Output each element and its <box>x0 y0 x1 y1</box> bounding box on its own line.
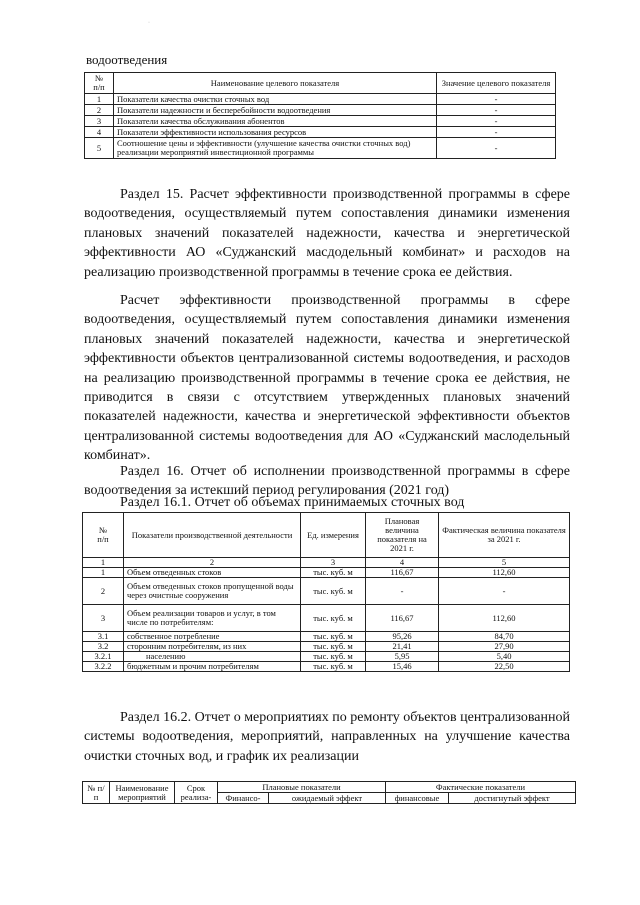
target-indicators-table <box>84 72 556 159</box>
cell-fact: 22,50 <box>439 662 570 672</box>
header-unit: Ед. измерения <box>301 513 366 558</box>
cell-num: 3 <box>85 116 114 127</box>
header-num: № п/п <box>85 73 114 94</box>
table-header-row <box>83 782 576 793</box>
cell-plan: - <box>366 578 439 605</box>
cell-fact: 27,90 <box>439 642 570 652</box>
cell-plan: 116,67 <box>366 568 439 578</box>
cell-name: Показатели качества обслуживания абонентов <box>114 116 437 127</box>
section-15-title-text: Раздел 15. Расчет эффективности производственной программы в сфере водоотведения, осуществляемый путем сопоставления динамики изменения плановых значений показателей надежности, качества и энергетической эффективности АО «Суджанский масдодельный комбинат» и расходов на реализацию производственной программы в течение срока ее действия. <box>84 187 570 280</box>
header-planned-fin: Финансо- <box>218 793 269 804</box>
header-plan: Плановая величина показателя на 2021 г. <box>366 513 439 558</box>
index-cell: 2 <box>124 558 301 568</box>
cell-num: 3.2 <box>83 642 124 652</box>
previous-heading-fragment: водоотведения <box>86 52 168 67</box>
cell-fact: 5,40 <box>439 652 570 662</box>
table-row <box>83 568 570 578</box>
cell-num: 4 <box>85 127 114 138</box>
header-actual-effect: достигнутый эффект <box>449 793 576 804</box>
cell-fact: 112,60 <box>439 605 570 632</box>
cell-num: 2 <box>83 578 124 605</box>
cell-unit: тыс. куб. м <box>301 605 366 632</box>
table-index-row <box>83 558 570 568</box>
header-num: № п/п <box>83 782 110 804</box>
section-16-2-title <box>84 708 570 766</box>
cell-num: 3.2.2 <box>83 662 124 672</box>
table-header-row <box>85 73 556 94</box>
cell-name: собственное потребление <box>124 632 301 642</box>
table-row <box>85 127 556 138</box>
cell-fact: 112,60 <box>439 568 570 578</box>
wastewater-volume-table <box>82 512 570 672</box>
cell-name: бюджетным и прочим потребителям <box>124 662 301 672</box>
header-planned-effect: ожидаемый эффект <box>269 793 386 804</box>
header-name: Наименование целевого показателя <box>114 73 437 94</box>
header-num: № п/п <box>83 513 124 558</box>
cell-fact: - <box>439 578 570 605</box>
header-actual: Фактические показатели <box>386 782 576 793</box>
cell-num: 3.2.1 <box>83 652 124 662</box>
header-name: Показатели производственной деятельности <box>124 513 301 558</box>
section-15-title <box>84 185 570 282</box>
index-cell: 5 <box>439 558 570 568</box>
cell-num: 5 <box>85 138 114 159</box>
cell-name: Объем отведенных стоков пропущенной воды через очистные сооружения <box>124 578 301 605</box>
cell-plan: 95,26 <box>366 632 439 642</box>
cell-unit: тыс. куб. м <box>301 652 366 662</box>
table-row <box>83 605 570 632</box>
cell-value: - <box>437 138 556 159</box>
cell-name: населению <box>124 652 301 662</box>
cell-plan: 15,46 <box>366 662 439 672</box>
cell-num: 1 <box>85 94 114 105</box>
cell-value: - <box>437 94 556 105</box>
cell-name: Показатели качества очистки сточных вод <box>114 94 437 105</box>
header-fact: Фактическая величина показателя за 2021 г. <box>439 513 570 558</box>
header-name: Наименование мероприятий <box>110 782 175 804</box>
cell-unit: тыс. куб. м <box>301 632 366 642</box>
section-15-body <box>84 291 570 466</box>
table-row <box>83 662 570 672</box>
cell-value: - <box>437 116 556 127</box>
cell-value: - <box>437 105 556 116</box>
table-row <box>85 138 556 159</box>
section-16-title-text: Раздел 16. Отчет об исполнении производственной программы в сфере водоотведения за истекший период регулирования (2021 год) <box>84 464 570 499</box>
table-row <box>83 578 570 605</box>
scan-mark: · <box>148 20 150 26</box>
index-cell: 3 <box>301 558 366 568</box>
cell-plan: 21,41 <box>366 642 439 652</box>
table-row <box>83 632 570 642</box>
cell-unit: тыс. куб. м <box>301 568 366 578</box>
table-row <box>83 642 570 652</box>
cell-num: 1 <box>83 568 124 578</box>
cell-fact: 84,70 <box>439 632 570 642</box>
repair-measures-table <box>82 781 576 804</box>
cell-num: 3.1 <box>83 632 124 642</box>
cell-num: 2 <box>85 105 114 116</box>
table-header-row <box>83 513 570 558</box>
cell-name: сторонним потребителям, из них <box>124 642 301 652</box>
cell-name: Объем отведенных стоков <box>124 568 301 578</box>
section-15-body-text: Расчет эффективности производственной программы в сфере водоотведения, осуществляемый путем сопоставления динамики изменения плановых значений показателей надежности, качества и энергетической эффективности объектов централизованной системы водоотведения, и расходов на реализацию производственной программы в течение срока ее действия, не приводится в связи с отсутствием утвержденных плановых значений показателей надежности, качества и энергетической эффективности объектов централизованной системы водоотведения для АО «Суджанский маслодельный комбинат». <box>84 293 570 464</box>
cell-value: - <box>437 127 556 138</box>
table-row <box>85 116 556 127</box>
header-actual-fin: финансовые <box>386 793 449 804</box>
section-16-1-title: Раздел 16.1. Отчет об объемах принимаемых сточных вод <box>120 495 465 510</box>
cell-name: Соотношение цены и эффективности (улучшение качества очистки сточных вод) реализации мероприятий инвестиционной программы <box>114 138 437 159</box>
header-value: Значение целевого показателя <box>437 73 556 94</box>
cell-unit: тыс. куб. м <box>301 578 366 605</box>
index-cell: 4 <box>366 558 439 568</box>
cell-name: Объем реализации товаров и услуг, в том числе по потребителям: <box>124 605 301 632</box>
header-planned: Плановые показатели <box>218 782 386 793</box>
cell-name: Показатели эффективности использования ресурсов <box>114 127 437 138</box>
table-row <box>85 94 556 105</box>
cell-name: Показатели надежности и бесперебойности водоотведения <box>114 105 437 116</box>
table-row <box>83 652 570 662</box>
cell-num: 3 <box>83 605 124 632</box>
cell-unit: тыс. куб. м <box>301 662 366 672</box>
section-16-2-title-text: Раздел 16.2. Отчет о мероприятиях по ремонту объектов централизованной системы водоотведения, мероприятий, направленных на улучшение качества очистки сточных вод, и график их реализации <box>84 710 570 764</box>
index-cell: 1 <box>83 558 124 568</box>
cell-unit: тыс. куб. м <box>301 642 366 652</box>
cell-plan: 5,95 <box>366 652 439 662</box>
header-term: Срок реализа- <box>175 782 218 804</box>
table-row <box>85 105 556 116</box>
cell-plan: 116,67 <box>366 605 439 632</box>
